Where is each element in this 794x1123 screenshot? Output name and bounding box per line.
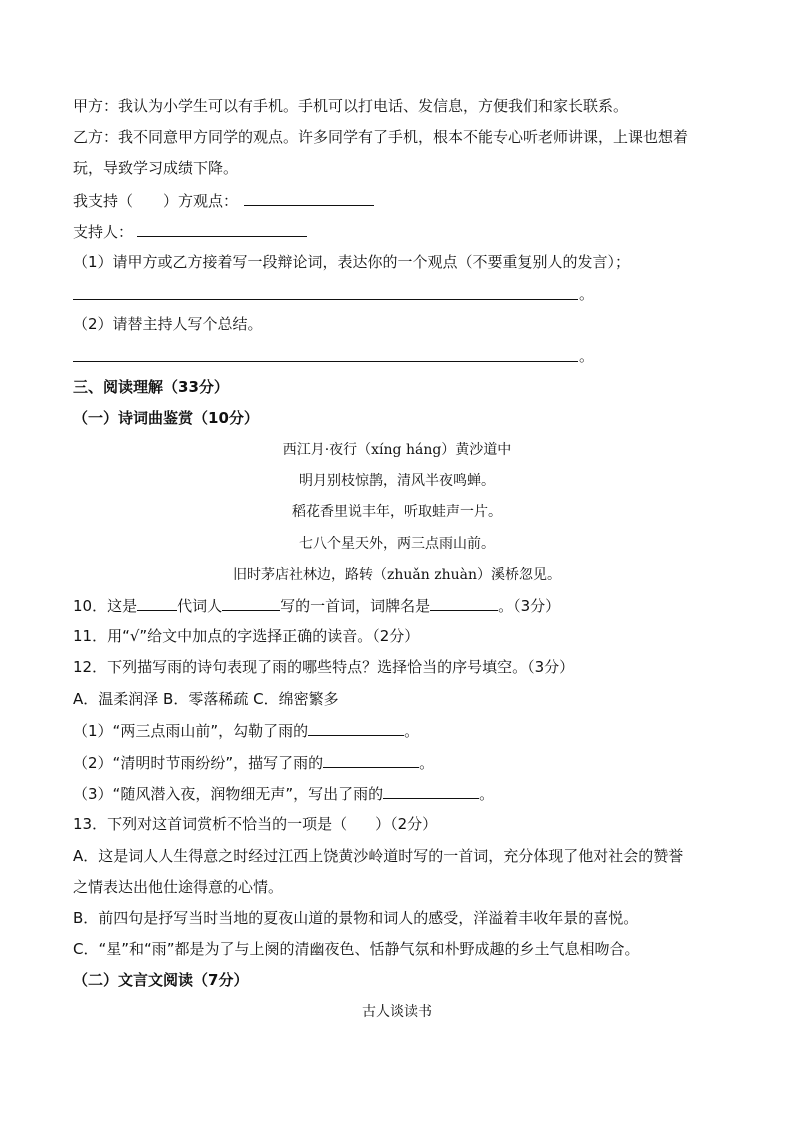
debate-yi-line2: 玩，导致学习成绩下降。 xyxy=(73,159,239,177)
q2-end: 。 xyxy=(579,347,595,365)
question-12: 12．下列描写雨的诗句表现了雨的哪些特点？选择恰当的序号填空。（3分） xyxy=(73,658,575,676)
q12-3-blank[interactable] xyxy=(383,783,479,799)
poem-line-3: 七八个星天外，两三点雨山前。 xyxy=(299,536,495,552)
q13-text-a: 13．下列对这首词赏析不恰当的一项是（ xyxy=(73,815,348,833)
section3-title: 三、阅读理解（33分） xyxy=(73,378,229,396)
q10-text-b: 代词人 xyxy=(177,597,223,615)
question-11: 11．用“√”给文中加点的字选择正确的读音。（2分） xyxy=(73,627,420,645)
passage-title: 古人谈读书 xyxy=(362,1004,432,1020)
q12-3-end: 。 xyxy=(479,785,495,803)
q10-blank-1[interactable] xyxy=(137,595,177,611)
q12-sub-2 xyxy=(73,752,434,773)
question-13 xyxy=(73,814,437,834)
supporter-line xyxy=(73,221,307,242)
q10-text-c: 写的一首词，词牌名是 xyxy=(280,597,431,615)
q12-3-text: （3）“随风潜入夜，润物细无声”，写出了雨的 xyxy=(73,785,384,803)
q2-answer-blank[interactable] xyxy=(73,345,578,362)
debate-q2: （2）请替主持人写个总结。 xyxy=(73,315,263,333)
poem-line-1: 明月别枝惊鹊，清风半夜鸣蝉。 xyxy=(299,473,495,489)
q12-sub-3 xyxy=(73,783,494,804)
q12-1-end: 。 xyxy=(404,722,420,740)
support-suffix: ）方观点： xyxy=(163,192,239,210)
q12-2-end: 。 xyxy=(419,754,435,772)
support-blank[interactable] xyxy=(244,190,374,206)
q10-blank-3[interactable] xyxy=(430,595,498,611)
supporter-blank[interactable] xyxy=(137,221,307,237)
part2-title: （二）文言文阅读（7分） xyxy=(73,971,249,989)
poem-line-2: 稻花香里说丰年，听取蛙声一片。 xyxy=(292,504,502,520)
q13-text-b: ）（2分） xyxy=(375,815,438,833)
q13-option-a-line2: 之情表达出他仕途得意的心情。 xyxy=(73,878,284,896)
poem-line-4: 旧时茅店社林边，路转（zhuǎn zhuàn）溪桥忽见。 xyxy=(233,567,561,583)
debate-yi-line1: 乙方：我不同意甲方同学的观点。许多同学有了手机，根本不能专心听老师讲课，上课也想着 xyxy=(73,128,689,146)
question-10 xyxy=(73,595,560,616)
q12-sub-1 xyxy=(73,720,419,741)
support-prefix: 我支持（ xyxy=(73,192,134,210)
q12-1-blank[interactable] xyxy=(308,720,404,736)
q10-text-d: 。（3分） xyxy=(498,597,561,615)
part1-title: （一）诗词曲鉴赏（10分） xyxy=(73,409,259,427)
q1-end: 。 xyxy=(579,285,595,303)
q10-blank-2[interactable] xyxy=(222,595,280,611)
q13-option-a-line1: A．这是词人人生得意之时经过江西上饶黄沙岭道时写的一首词，充分体现了他对社会的赞誉 xyxy=(73,847,684,865)
q12-1-text: （1）“两三点雨山前”，勾勒了雨的 xyxy=(73,722,309,740)
q12-2-blank[interactable] xyxy=(323,752,419,768)
debate-jia: 甲方：我认为小学生可以有手机。手机可以打电话、发信息，方便我们和家长联系。 xyxy=(73,97,629,115)
q12-options: A．温柔润泽 B．零落稀疏 C．绵密繁多 xyxy=(73,690,339,708)
poem-title: 西江月·夜行（xíng háng）黄沙道中 xyxy=(282,442,512,458)
debate-q1: （1）请甲方或乙方接着写一段辩论词，表达你的一个观点（不要重复别人的发言）； xyxy=(73,253,631,271)
supporter-label: 支持人： xyxy=(73,223,134,241)
q13-option-b: B．前四句是抒写当时当地的夏夜山道的景物和词人的感受，洋溢着丰收年景的喜悦。 xyxy=(73,909,639,927)
q1-answer-blank[interactable] xyxy=(73,283,578,300)
q12-2-text: （2）“清明时节雨纷纷”，描写了雨的 xyxy=(73,754,324,772)
q13-option-c: C．“星”和“雨”都是为了与上阕的清幽夜色、恬静气氛和朴野成趣的乡土气息相吻合。 xyxy=(73,940,640,958)
q10-text-a: 10．这是 xyxy=(73,597,138,615)
support-line xyxy=(73,190,374,211)
